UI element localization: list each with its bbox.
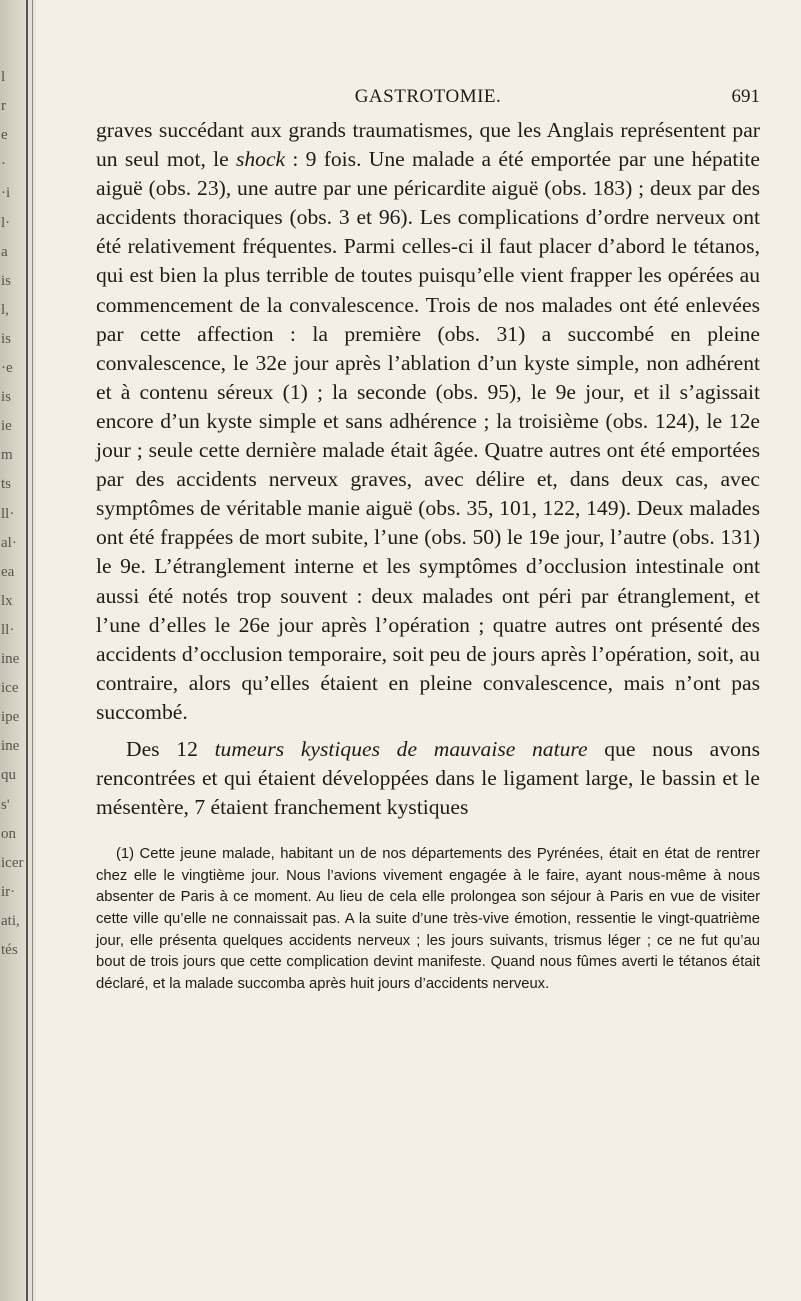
gutter-fragment: al· <box>1 535 17 551</box>
gutter-fragment: e <box>1 128 8 144</box>
page-header <box>96 86 760 112</box>
book-gutter <box>0 0 36 1301</box>
paragraph-2 <box>96 735 760 822</box>
gutter-fragment: ir· <box>1 884 16 900</box>
page-body <box>96 116 760 995</box>
running-title: GASTROTOMIE. <box>354 86 502 107</box>
gutter-fragment: ipe <box>1 710 20 726</box>
gutter-fragment: tés <box>1 943 18 958</box>
gutter-fragment: ts <box>1 477 12 493</box>
gutter-fragment: a <box>1 244 8 260</box>
italic-term: tumeurs kystiques de mauvaise nature <box>214 736 588 761</box>
text: Des 12 <box>126 736 215 761</box>
italic-term: shock <box>235 147 286 172</box>
gutter-fragment: is <box>1 390 12 406</box>
gutter-fragment: ine <box>1 739 20 755</box>
gutter-fragment: ie <box>1 419 12 435</box>
footnote: (1) Cette jeune malade, habitant un de nos départements des Pyrénées, était en état de rentrer chez elle le vingtième jour. Nous l’avions vivement engagée à le faire, ayant nous-même à nous absenter de Paris à ce moment. Au lieu de cela elle prolongea son séjour à Paris en vue de visiter cette ville qu’elle ne connaissait pas. A la suite d’une très-vive émotion, ressentie le vingt-quatrième jour, elle présenta quelques accidents nerveux ; les jours suivants, trismus léger ; ce ne fut qu’au bout de trois jours que cette complication devint manifeste. Quand nous fûmes averti le tétanos était déclaré, et la malade succomba après huit jours d’accidents nerveux. <box>96 846 760 992</box>
gutter-fragment: qu <box>1 768 16 784</box>
gutter-fragment: l, <box>1 302 9 318</box>
text: : 9 fois. Une malade a été emportée par une hépatite aiguë (obs. 23), une autre par une péricardite aiguë (obs. 183) ; deux par des accidents thoraciques (obs. 3 et 96). Les complications d’ordre nerveux ont été relativement fréquentes. Parmi celles-ci il faut placer d’abord le tétanos, qui est bien la plus terrible de toutes puisqu’elle vient frapper les opérées au commencement de la convalescence. Trois de nos malades ont été enlevées par cette affection : la première (obs. 31) a succombé en pleine convalescence, le 32e jour après l’ablation d’un kyste simple, non adhérent et à contenu séreux (1) ; la seconde (obs. 95), le 9e jour, et il s’agissait encore d’un kyste simple et sans adhérence ; la troisième (obs. 124), le 12e jour ; seule cette dernière malade était âgée. Quatre autres ont été emportées par des accidents nerveux graves, avec délire et, dans deux cas, avec symptômes de véritable manie aiguë (obs. 35, 101, 122, 149). Deux malades ont été frappées de mort subite, l’une (obs. 50) le 19e jour, l’autre (obs. 131) le 9e. L’étranglement interne et les symptômes d’occlusion intestinale ont aussi été notés trop souvent : deux malades ont péri par étranglement, et l’une d’elles le 26e jour après l’opération ; quatre autres ont présenté des accidents d’occlusion temporaire, soit peu de jours après l’opération, soit, au contraire, alors qu’elles étaient en pleine convalescence, mais n’ont pas succombé. <box>96 147 760 724</box>
gutter-fragment: · <box>1 157 6 173</box>
gutter-fragment: r <box>1 99 6 115</box>
gutter-fragment: ati, <box>1 913 20 929</box>
gutter-fragment: ice <box>1 681 19 697</box>
gutter-fragment: l· <box>1 215 11 231</box>
gutter-fragment: ·e <box>1 361 13 376</box>
paragraph-1 <box>96 116 760 727</box>
gutter-fragment: lx <box>1 593 13 609</box>
gutter-fragment: ll· <box>1 506 15 522</box>
gutter-fragment: l <box>1 70 6 85</box>
gutter-edge-line <box>26 0 28 1301</box>
text: graves succédant aux grands traumatismes, que les Anglais représentent par un seul mot, le <box>96 118 760 172</box>
gutter-fragment: s' <box>1 797 10 813</box>
gutter-fragment: is <box>1 331 12 347</box>
gutter-fragment: icer <box>1 855 24 871</box>
gutter-fragment: ine <box>1 652 20 667</box>
gutter-edge-line <box>32 0 33 1301</box>
gutter-fragment: ·i <box>1 186 11 202</box>
gutter-fragment: ll· <box>1 622 15 638</box>
gutter-fragment: is <box>1 273 12 289</box>
gutter-fragment: ea <box>1 564 15 580</box>
gutter-fragment: on <box>1 826 16 842</box>
text: que nous avons rencontrées et qui étaient développées dans le ligament large, le bassin et le mésentère, 7 étaient franchement kystiques <box>96 736 760 820</box>
gutter-fragment: m <box>1 448 13 464</box>
page-number: 691 <box>731 86 760 107</box>
